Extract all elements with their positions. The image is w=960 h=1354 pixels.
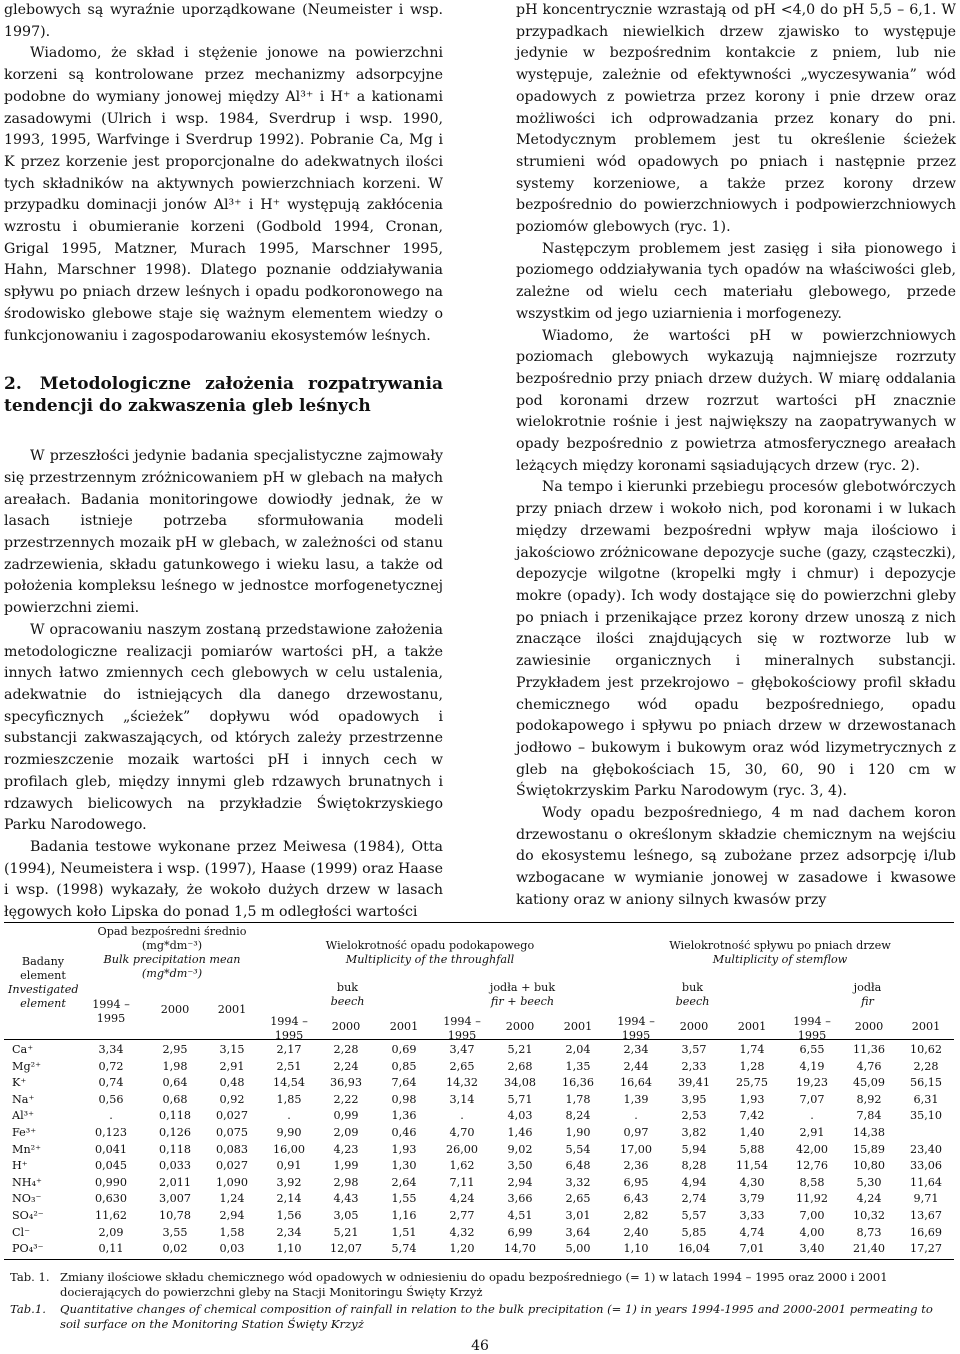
table-cell: 35,10 xyxy=(909,1109,943,1123)
row-label: NH₄⁺ xyxy=(12,1175,42,1189)
table-cell: 3,92 xyxy=(276,1175,302,1189)
table-cell: 4,74 xyxy=(739,1225,765,1239)
table-cell: . xyxy=(109,1109,113,1123)
table-cell: 6,43 xyxy=(623,1192,649,1206)
caption-text: Quantitative changes of chemical composition of rainfall in relation to the bulk precipitation (= 1) in years 1994-1995 and 2000-2001 permeating to soil surface on the Monitoring Station Święty Krzyż xyxy=(60,1302,933,1331)
table-cell: 3,82 xyxy=(681,1126,707,1139)
row-label: Mn²⁺ xyxy=(12,1142,42,1156)
table-cell: 2,09 xyxy=(333,1126,359,1139)
table-cell: 13,67 xyxy=(909,1209,943,1222)
table-cell: 3,64 xyxy=(565,1225,591,1239)
table-cell: 2,91 xyxy=(799,1126,825,1139)
table-cell: 0,68 xyxy=(162,1092,188,1106)
table-cell: 0,69 xyxy=(391,1043,417,1056)
row-label: Ca⁺ xyxy=(12,1043,34,1056)
table-cell: 12,07 xyxy=(329,1242,363,1256)
table-cell: 3,50 xyxy=(507,1159,533,1173)
table-cell: 17,00 xyxy=(619,1142,653,1156)
table-cell: 8,92 xyxy=(856,1092,882,1106)
row-label: Na⁺ xyxy=(12,1092,35,1106)
table-cell: 1,58 xyxy=(219,1225,245,1239)
header-year: 2000 xyxy=(679,1020,709,1033)
table-cell: 33,06 xyxy=(909,1159,943,1173)
table-cell: 0,97 xyxy=(623,1126,649,1139)
table-cell: 2,95 xyxy=(162,1043,188,1056)
table-cell: 14,70 xyxy=(503,1242,537,1256)
table-cell: 14,38 xyxy=(852,1126,886,1139)
table-cell: 1,24 xyxy=(219,1192,245,1206)
table-cell: 0,045 xyxy=(94,1159,128,1173)
header-element-en: Investigated element xyxy=(8,983,79,1010)
data-table xyxy=(0,903,960,1256)
table-cell: 8,24 xyxy=(565,1109,591,1123)
paragraph: glebowych są wyraźnie uporządkowane (Neumeister i wsp. 1997). xyxy=(4,2,443,40)
header-year: 1994 – 1995 xyxy=(617,1015,655,1042)
table-cell: . xyxy=(634,1109,638,1123)
table-cell: . xyxy=(810,1109,814,1123)
table-cell: 16,04 xyxy=(677,1242,711,1256)
table-cell: 39,41 xyxy=(677,1076,711,1090)
table-cell: 2,94 xyxy=(507,1175,533,1189)
header-year: 2000 xyxy=(331,1020,361,1033)
table-cell: 6,55 xyxy=(799,1043,825,1056)
table-cell: 2,17 xyxy=(276,1043,302,1056)
table-cell: 10,32 xyxy=(852,1209,886,1222)
header-bulk xyxy=(92,925,252,981)
table-cell: 21,40 xyxy=(852,1242,886,1256)
table-cell: 0,64 xyxy=(162,1076,188,1090)
row-label: PO₄³⁻ xyxy=(12,1242,44,1256)
table-bottom-rule xyxy=(4,1259,954,1260)
table-cell: 2,24 xyxy=(333,1059,359,1073)
table-cell: 2,68 xyxy=(507,1059,533,1073)
table-cell: 0,041 xyxy=(94,1142,128,1156)
table-cell: 2,14 xyxy=(276,1192,302,1206)
table-cell: 1,36 xyxy=(391,1109,417,1123)
header-year: 1994 – 1995 xyxy=(443,1015,481,1042)
table-cell: 0,075 xyxy=(215,1126,249,1139)
table-cell: 7,01 xyxy=(739,1242,765,1256)
table-cell: 4,43 xyxy=(333,1192,359,1206)
table-cell: 1,90 xyxy=(565,1126,591,1139)
table-cell: 2,28 xyxy=(333,1043,359,1056)
table-cell: 11,64 xyxy=(909,1175,943,1189)
header-bulk-pl: Opad bezpośredni średnio (mg*dm⁻³) xyxy=(97,925,247,952)
table-cell: 0,083 xyxy=(215,1142,249,1156)
table-cell: 1,090 xyxy=(215,1175,249,1189)
row-label: Al³⁺ xyxy=(12,1109,35,1123)
section-number: 2. xyxy=(4,374,22,395)
table-cell: 7,07 xyxy=(799,1092,825,1106)
table-cell: 1,39 xyxy=(623,1092,649,1106)
table-cell: 2,44 xyxy=(623,1059,649,1073)
header-element-pl: Badany element xyxy=(20,955,66,982)
table-cell: 2,91 xyxy=(219,1059,245,1073)
header-fir-pl: jodła xyxy=(853,981,882,994)
table-cell: 4,03 xyxy=(507,1109,533,1123)
table-cell: 4,76 xyxy=(856,1059,882,1073)
table-cell: 2,33 xyxy=(681,1059,707,1073)
table-cell: 3,66 xyxy=(507,1192,533,1206)
table-cell: 2,40 xyxy=(623,1225,649,1239)
header-year: 1994 – 1995 xyxy=(793,1015,831,1042)
table-cell: 0,56 xyxy=(98,1092,124,1106)
row-label: H⁺ xyxy=(12,1159,28,1173)
table-cell: 3,47 xyxy=(449,1043,475,1056)
table-cell: 6,95 xyxy=(623,1175,649,1189)
table-cell: . xyxy=(287,1109,291,1123)
table-cell: 4,00 xyxy=(799,1225,825,1239)
table-cell: 0,11 xyxy=(98,1242,124,1256)
table-cell: 10,80 xyxy=(852,1159,886,1173)
table-cell: 1,99 xyxy=(333,1159,359,1173)
table-cell: 9,71 xyxy=(913,1192,939,1206)
table-cell: 2,09 xyxy=(98,1225,124,1239)
table-cell: 2,74 xyxy=(681,1192,707,1206)
table-cell: 1,62 xyxy=(449,1159,475,1173)
table-cell: 0,990 xyxy=(94,1175,128,1189)
table-cell: 3,007 xyxy=(158,1192,192,1206)
header-beech-sf xyxy=(610,981,775,1009)
table-cell: 0,02 xyxy=(162,1242,188,1256)
header-stemflow xyxy=(610,939,950,967)
caption-label: Tab. 1. xyxy=(10,1270,50,1284)
paragraph: W przeszłości jedynie badania specjalistyczne zajmowały się przestrzennym zróżnicowaniem pH w glebach na małych areałach. Badania monitoringowe dowiodły jednak, że w lasach istnieje potrzeba sformułowania modeli przestrzennych mozaik pH w glebach, w zależności od stanu zadrzewienia, składu gatunkowego i wieku lasu, a także od położenia kompleksu leśnego w jednostce morfogenetycznej powierzchni ziemi. xyxy=(4,448,443,617)
table-cell: 17,27 xyxy=(909,1242,943,1256)
table-cell: 3,79 xyxy=(739,1192,765,1206)
table-cell: 1,55 xyxy=(391,1192,417,1206)
table-cell: 36,93 xyxy=(329,1076,363,1090)
header-stemflow-pl: Wielokrotność spływu po pniach drzew xyxy=(669,939,891,952)
table-cell: 16,00 xyxy=(272,1142,306,1156)
table-cell: 0,91 xyxy=(276,1159,302,1173)
table-cell: 2,51 xyxy=(276,1059,302,1073)
header-element xyxy=(8,955,78,1011)
table-cell: 2,36 xyxy=(623,1159,649,1173)
table-cell: 0,46 xyxy=(391,1126,417,1139)
paragraph: Następczym problemem jest zasięg i siła pionowego i poziomego oddziaływania tych opadów na właściwości gleb, zależne od wielu cech materiału glebowego, przede wszystkim od jego uziarnienia i morfogenezy. xyxy=(516,240,956,322)
table-cell: 2,98 xyxy=(333,1175,359,1189)
table-cell: 4,30 xyxy=(739,1175,765,1189)
header-beech-en: beech xyxy=(330,995,365,1008)
table-cell: 4,23 xyxy=(333,1142,359,1156)
table-cell: 16,64 xyxy=(619,1076,653,1090)
table-cell: 10,62 xyxy=(909,1043,943,1056)
table-cell: 5,74 xyxy=(391,1242,417,1256)
row-label: NO₃⁻ xyxy=(12,1192,42,1206)
table-cell: 11,36 xyxy=(852,1043,886,1056)
table-cell: 9,02 xyxy=(507,1142,533,1156)
table-cell: 6,99 xyxy=(507,1225,533,1239)
table-cell: 3,40 xyxy=(799,1242,825,1256)
table-cell: 3,33 xyxy=(739,1209,765,1222)
header-beech-pl: buk xyxy=(681,981,704,994)
table-cell: 0,123 xyxy=(94,1126,128,1139)
table-cell: 4,24 xyxy=(856,1192,882,1206)
header-fir-sf xyxy=(785,981,950,1009)
table-cell: 0,03 xyxy=(219,1242,245,1256)
table-cell: 0,99 xyxy=(333,1109,359,1123)
header-fir-en: fir xyxy=(861,995,874,1008)
header-year: 2001 xyxy=(389,1020,419,1033)
table-cell: 7,84 xyxy=(856,1109,882,1123)
caption-label: Tab.1. xyxy=(10,1302,46,1316)
table-cell: 1,30 xyxy=(391,1159,417,1173)
header-year: 1994 – 1995 xyxy=(270,1015,308,1042)
table-cell: 0,98 xyxy=(391,1092,417,1106)
table-cell: 7,64 xyxy=(391,1076,417,1090)
table-cell: 3,05 xyxy=(333,1209,359,1222)
table-cell: 10,78 xyxy=(158,1209,192,1222)
section-heading xyxy=(4,373,443,417)
table-cell: 7,00 xyxy=(799,1209,825,1222)
table-cell: 3,01 xyxy=(565,1209,591,1222)
table-cell: 1,56 xyxy=(276,1209,302,1222)
table-cell: 6,48 xyxy=(565,1159,591,1173)
table-cell: 25,75 xyxy=(735,1076,769,1090)
table-cell: 3,14 xyxy=(449,1092,475,1106)
header-year: 2001 xyxy=(737,1020,767,1033)
table-cell: 0,85 xyxy=(391,1059,417,1073)
paragraph: pH koncentrycznie wzrastają od pH <4,0 do pH 5,5 – 6,1. W przypadkach niewielkich drzew zjawisko to występuje jedynie w bezpośrednim kontakcie z pniem, lub nie występuje, zależnie od efektywności „wyczesywania” wód opadowych z powietrza przez korony i pnie drzew oraz możliwości ich odprowadzania przez konary do pni. Metodycznym problemem jest tu określenie ścieżek strumieni wód opadowych po pniach i następnie przez systemy korzeniowe, a także przez korony drzew bezpośrednio do powierzchniowych i podpowierzchniowych poziomów glebowych (ryc. 1). xyxy=(516,2,956,236)
table-cell: 9,90 xyxy=(276,1126,302,1139)
header-stemflow-en: Multiplicity of stemflow xyxy=(712,953,848,966)
table-cell: 56,15 xyxy=(909,1076,943,1090)
header-beech-tf xyxy=(265,981,430,1009)
table-cell: 1,40 xyxy=(739,1126,765,1139)
table-cell: 1,16 xyxy=(391,1209,417,1222)
table-caption-pl xyxy=(10,1270,955,1299)
table-cell: 4,94 xyxy=(681,1175,707,1189)
table-cell: 3,15 xyxy=(219,1043,245,1056)
table-cell: 42,00 xyxy=(795,1142,829,1156)
header-year: 2000 xyxy=(160,1003,190,1016)
table-top-rule xyxy=(4,922,954,923)
table-cell: 14,32 xyxy=(445,1076,479,1090)
table-cell: 6,31 xyxy=(913,1092,939,1106)
paragraph: Na tempo i kierunki przebiegu procesów glebotwórczych przy pniach drzew i wokoło nich, pod koronami i w lukach między drzewami bezpośredni wpływ maja ilościowo i jakościowo zróżnicowane depozycje suche (gazy, cząsteczki), depozycje wilgotne (kropelki mgły i chmur) i depozycje mokre (opady). Ich wody dostające się do powierzchni gleby po pniach i przenikające przez korony drzew unoszą z nich znaczące ilości znajdujących się w roztworze lub w zawiesinie organicznych i mineralnych substancji. Przykładem jest przekrojowo – głębokościowy profil składu chemicznego wód opadu bezpośredniego, opadu podokapowego i spływu po pniach drzew w drzewostanach jodłowo – bukowym i bukowym oraz wód lizymetrycznych z gleb na głębokościach 15, 30, 60, 90 i 120 cm w Świętokrzyskim Parku Narodowym (ryc. 3, 4). xyxy=(516,479,956,800)
table-cell: 4,24 xyxy=(449,1192,475,1206)
table-cell: 1,85 xyxy=(276,1092,302,1106)
table-cell: 0,027 xyxy=(215,1109,249,1123)
table-cell: 3,55 xyxy=(162,1225,188,1239)
header-beech-pl: buk xyxy=(336,981,359,994)
table-cell: 2,22 xyxy=(333,1092,359,1106)
table-cell: 1,35 xyxy=(565,1059,591,1073)
table-cell: 5,30 xyxy=(856,1175,882,1189)
table-cell: 8,73 xyxy=(856,1225,882,1239)
table-cell: 11,54 xyxy=(735,1159,769,1173)
table-cell: 11,92 xyxy=(795,1192,829,1206)
table-cell: 5,57 xyxy=(681,1209,707,1222)
row-label: SO₄²⁻ xyxy=(12,1209,44,1222)
table-cell: 0,118 xyxy=(158,1109,192,1123)
section-title: Metodologiczne założenia rozpatrywania tendencji do zakwaszenia gleb leśnych xyxy=(4,374,443,417)
row-label: K⁺ xyxy=(12,1076,27,1090)
header-throughfall-en: Multiplicity of the throughfall xyxy=(345,953,515,966)
table-cell: 3,57 xyxy=(681,1043,707,1056)
paragraph: W opracowaniu naszym zostaną przedstawione założenia metodologiczne realizacji pomiarów wartości pH, a także innych łatwo zmiennych cech glebowych w celu ustalenia, adekwatnie do istniejących dla danego drzewostanu, specyficznych „ścieżek” dopływu wód opadowych i substancji zakwaszających, od których zależy przestrzenne rozmieszczenie mozaik wartości pH i innych cech w profilach gleb, między innymi gleb rdzawych brunatnych i rdzawych bielicowych na przykładzie Świętokrzyskiego Parku Narodowego. xyxy=(4,621,443,834)
paragraph: Badania testowe wykonane przez Meiwesa (1984), Otta (1994), Neumeistera i wsp. (1997), Haase (1999) oraz Haase i wsp. (1998) wykazały, że wokoło dużych drzew w lasach łęgowych koło Lipska do ponad 1,5 m odległości wartości xyxy=(4,838,443,921)
table-cell: 3,34 xyxy=(98,1043,124,1056)
table-cell: 1,93 xyxy=(391,1142,417,1156)
header-year: 2000 xyxy=(505,1020,535,1033)
table-cell: 2,94 xyxy=(219,1209,245,1222)
table-cell: 1,10 xyxy=(623,1242,649,1256)
table-cell: 15,89 xyxy=(852,1142,886,1156)
table-cell: 2,65 xyxy=(565,1192,591,1206)
table-cell: 2,011 xyxy=(158,1175,192,1189)
table-cell: 3,32 xyxy=(565,1175,591,1189)
table-cell: 5,94 xyxy=(681,1142,707,1156)
right-text-column xyxy=(516,0,956,912)
table-cell: 0,118 xyxy=(158,1142,192,1156)
table-cell: 11,62 xyxy=(94,1209,128,1222)
header-bulk-en: Bulk precipitation mean (mg*dm⁻³) xyxy=(103,953,241,980)
header-year: 2001 xyxy=(563,1020,593,1033)
paragraph: Wiadomo, że skład i stężenie jonowe na powierzchni korzeni są kontrolowane przez mechanizmy adsorpcyjne podobne do wymiany jonowej między Al³⁺ i H⁺ a kationami zasadowymi (Ulrich i wsp. 1984, Sverdrup i wsp. 1990, 1993, 1995, Warfvinge i Sverdrup 1992). Pobranie Ca, Mg i K przez korzenie jest proporcjonalne do adekwatnych ilości tych składników na aktywnych powierzchniach korzeni. W przypadku dominacji jonów Al³⁺ i H⁺ występują zakłócenia wzrostu i obumieranie korzeni (Godbold 1994, Cronan, Grigal 1995, Matzner, Murach 1995, Marschner 1995, Hahn, Marschner 1998). Dlatego poznanie oddziaływania spływu po pniach drzew leśnych i opadu podkoronowego na środowisko glebowe staje się ważnym elementem wiedzy o funkcjonowaniu i zagospodarowaniu ekosystemów leśnych. xyxy=(4,45,443,344)
table-cell: 0,74 xyxy=(98,1076,124,1090)
table-cell: 1,46 xyxy=(507,1126,533,1139)
table-cell: 1,98 xyxy=(162,1059,188,1073)
table-cell: 8,58 xyxy=(799,1175,825,1189)
table-cell: 45,09 xyxy=(852,1076,886,1090)
table-cell: 4,51 xyxy=(507,1209,533,1222)
table-cell: 2,77 xyxy=(449,1209,475,1222)
row-label: Cl⁻ xyxy=(12,1225,31,1239)
header-firbeech-tf xyxy=(440,981,605,1009)
table-cell: 1,93 xyxy=(739,1092,765,1106)
header-year: 2001 xyxy=(217,1003,247,1016)
table-cell: 23,40 xyxy=(909,1142,943,1156)
table-cell: 1,20 xyxy=(449,1242,475,1256)
table-cell: 3,95 xyxy=(681,1092,707,1106)
table-cell: 2,34 xyxy=(276,1225,302,1239)
table-cell: 5,21 xyxy=(507,1043,533,1056)
table-cell: 1,10 xyxy=(276,1242,302,1256)
table-cell: 2,34 xyxy=(623,1043,649,1056)
table-cell: 1,51 xyxy=(391,1225,417,1239)
table-cell: 0,48 xyxy=(219,1076,245,1090)
header-throughfall xyxy=(265,939,595,967)
table-cell: 19,23 xyxy=(795,1076,829,1090)
table-cell: . xyxy=(460,1109,464,1123)
page-number: 46 xyxy=(471,1338,489,1354)
header-year: 1994 – 1995 xyxy=(92,998,130,1025)
table-cell: 2,04 xyxy=(565,1043,591,1056)
paragraph: Wiadomo, że wartości pH w powierzchniowych poziomach glebowych wykazują najmniejsze rozrzuty bezpośrednio przy pniach drzew dużych. W miarę oddalania pod koronami drzew rozrzut wartości pH znacznie wielokrotnie rośnie i jest największy na zaopatrywanych w opady bezpośrednio z powietrza atmosferycznego areałach leżących między koronami sąsiadujących drzew (ryc. 2). xyxy=(516,327,956,474)
table-cell: 16,36 xyxy=(561,1076,595,1090)
table-cell: 4,32 xyxy=(449,1225,475,1239)
table-cell: 0,126 xyxy=(158,1126,192,1139)
left-text-column xyxy=(4,0,443,924)
table-cell: 8,28 xyxy=(681,1159,707,1173)
table-cell: 7,11 xyxy=(449,1175,475,1189)
table-cell: 2,53 xyxy=(681,1109,707,1123)
caption-text: Zmiany ilościowe składu chemicznego wód opadowych w odniesieniu do opadu bezpośredniego (= 1) w latach 1994 – 1995 oraz 2000 i 2001 docierających do powierzchni gleby na Stacji Monitoringu Święty Krzyż xyxy=(60,1270,888,1299)
table-cell: 4,70 xyxy=(449,1126,475,1139)
table-cell: 5,21 xyxy=(333,1225,359,1239)
table-cell: 0,033 xyxy=(158,1159,192,1173)
table-cell: 26,00 xyxy=(445,1142,479,1156)
table-cell: 5,88 xyxy=(739,1142,765,1156)
table-cell: 0,72 xyxy=(98,1059,124,1073)
table-cell: 5,54 xyxy=(565,1142,591,1156)
table-caption-en xyxy=(10,1302,955,1331)
header-year: 2000 xyxy=(854,1020,884,1033)
paragraph: Wody opadu bezpośredniego, 4 m nad dachem koron drzewostanu o określonym składzie chemicznym na wejściu do ekosystemu leśnego, są zubożane przez adsorpcję i/lub wzbogacane w wymianie jonowej w zasadowe i kwasowe kationy oraz w aniony silnych kwasów przy xyxy=(516,805,956,908)
row-label: Fe³⁺ xyxy=(12,1126,37,1139)
header-firbeech-en: fir + beech xyxy=(490,995,555,1008)
table-cell: 1,74 xyxy=(739,1043,765,1056)
table-cell: 5,71 xyxy=(507,1092,533,1106)
table-cell: 5,00 xyxy=(565,1242,591,1256)
table-cell: 16,69 xyxy=(909,1225,943,1239)
table-cell: 34,08 xyxy=(503,1076,537,1090)
header-throughfall-pl: Wielokrotność opadu podokapowego xyxy=(325,939,535,952)
header-beech-en: beech xyxy=(675,995,710,1008)
table-cell: 5,85 xyxy=(681,1225,707,1239)
table-cell: 14,54 xyxy=(272,1076,306,1090)
table-cell: 1,78 xyxy=(565,1092,591,1106)
table-cell: 4,19 xyxy=(799,1059,825,1073)
table-cell: 7,42 xyxy=(739,1109,765,1123)
table-cell: 0,92 xyxy=(219,1092,245,1106)
table-cell: 0,630 xyxy=(94,1192,128,1206)
header-firbeech-pl: jodła + buk xyxy=(489,981,556,994)
table-cell: 2,82 xyxy=(623,1209,649,1222)
table-cell: 2,28 xyxy=(913,1059,939,1073)
row-label: Mg²⁺ xyxy=(12,1059,42,1073)
table-cell: 12,76 xyxy=(795,1159,829,1173)
table-cell: 2,64 xyxy=(391,1175,417,1189)
table-cell: 0,027 xyxy=(215,1159,249,1173)
table-cell: 1,28 xyxy=(739,1059,765,1073)
header-year: 2001 xyxy=(911,1020,941,1033)
table-cell: 2,65 xyxy=(449,1059,475,1073)
